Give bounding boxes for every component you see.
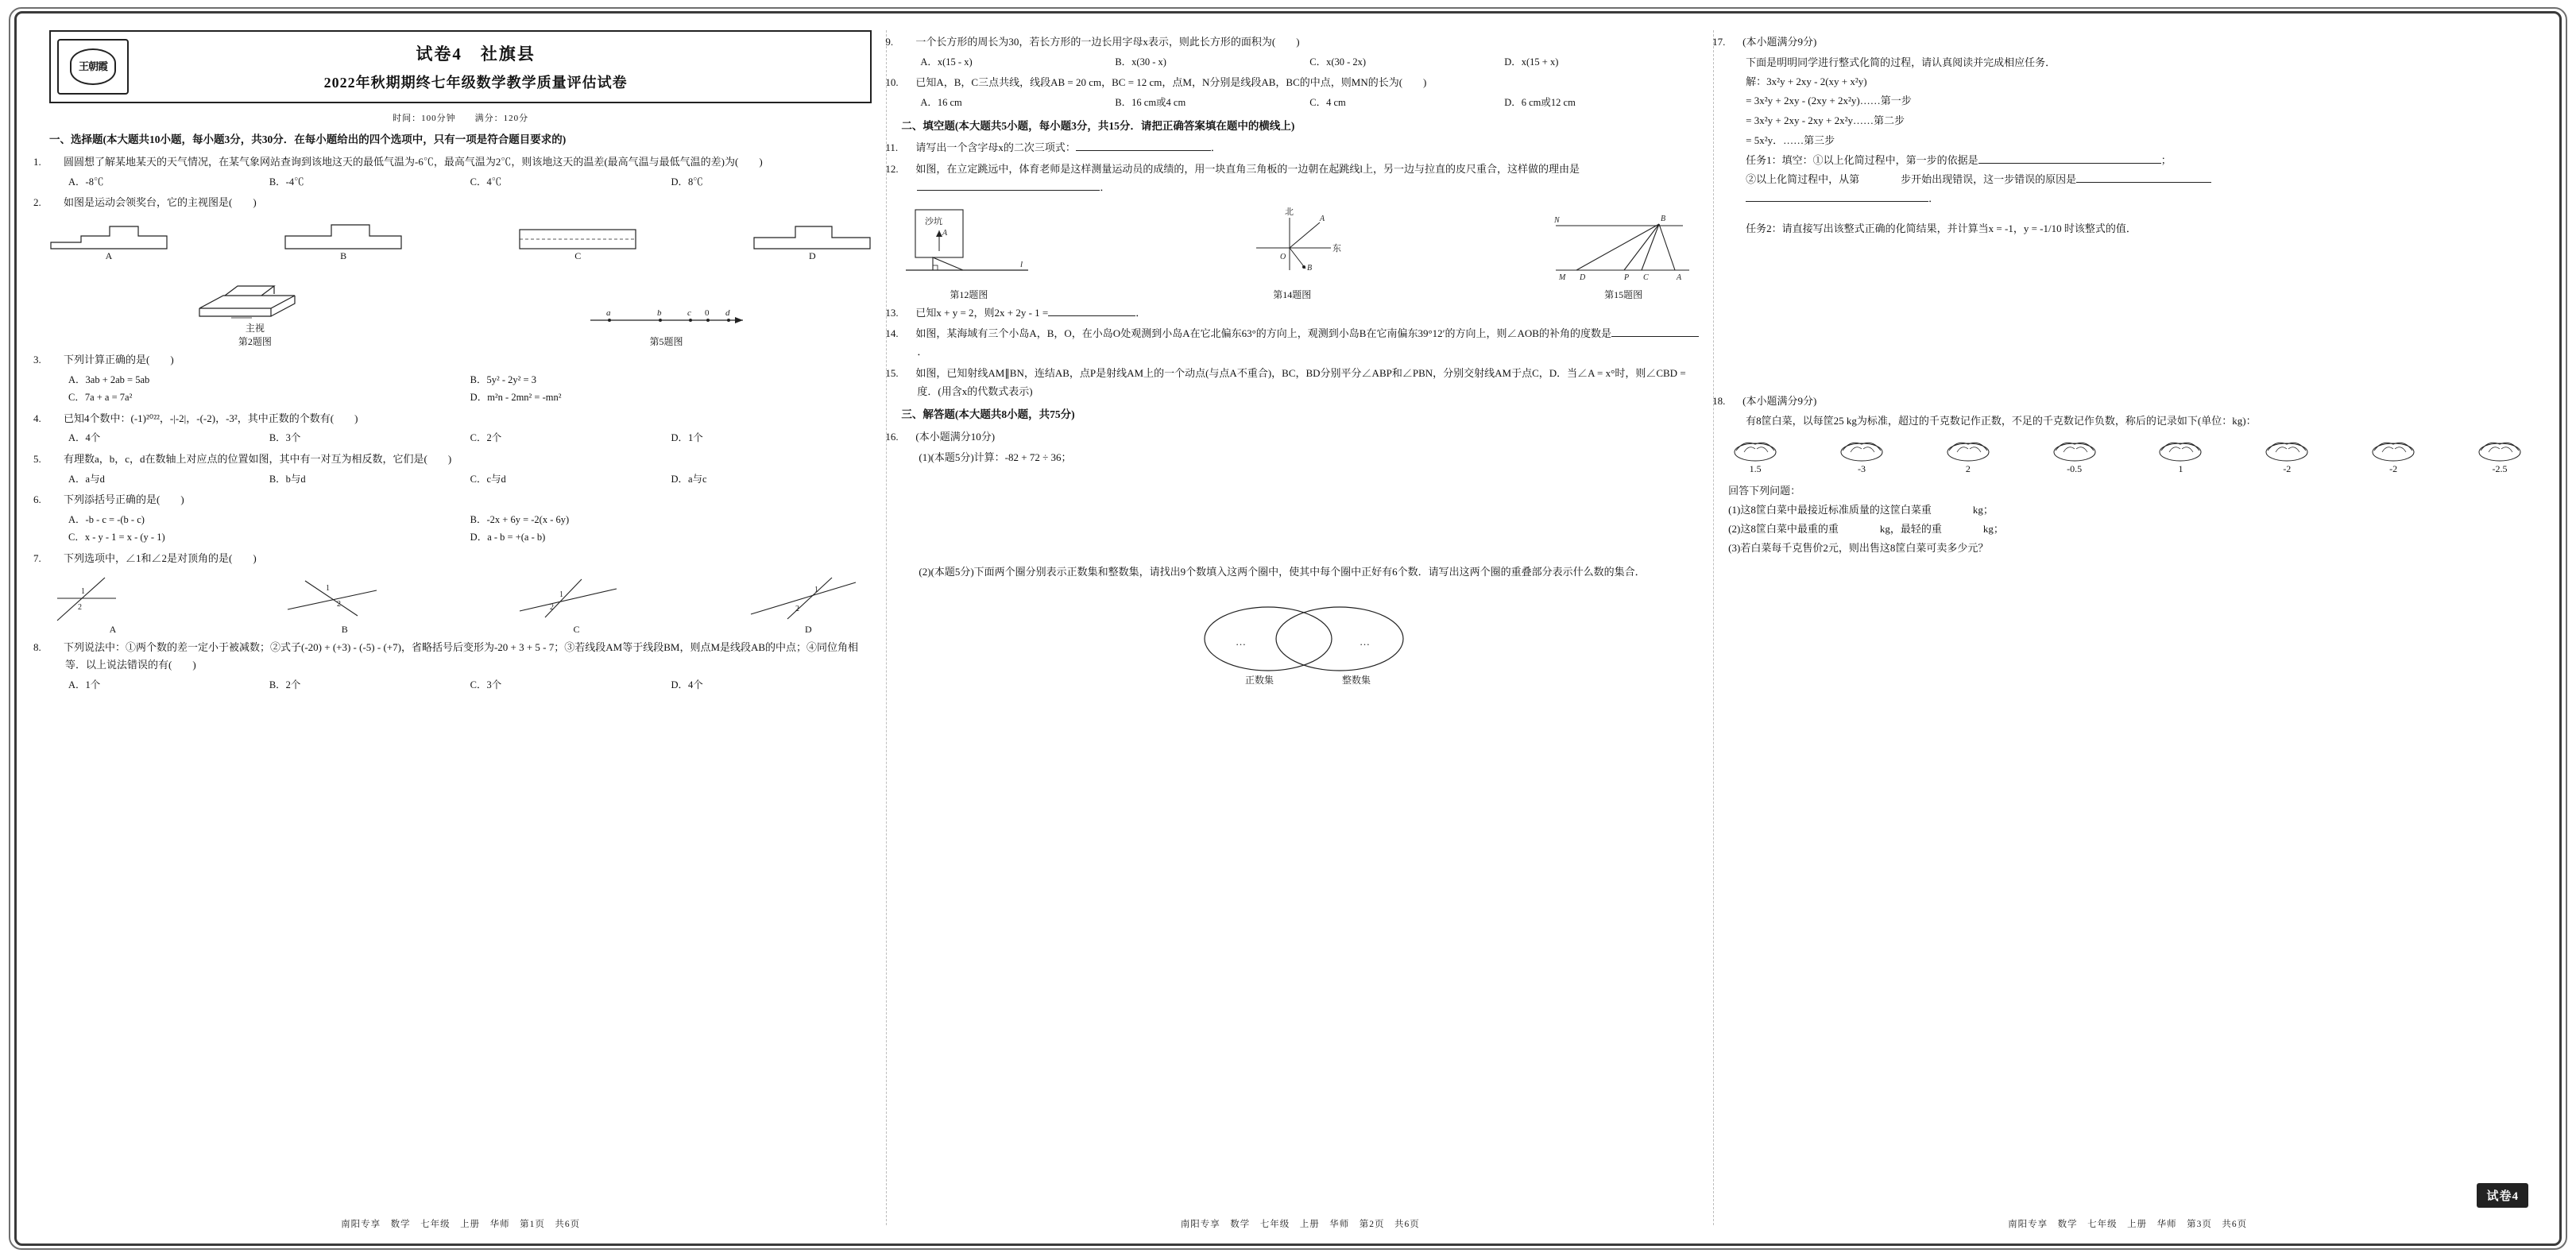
q1-option-d[interactable]: D．8℃: [671, 176, 703, 188]
question-16: [885, 428, 1699, 447]
q13-answer-blank[interactable]: [1048, 306, 1135, 316]
q16-part2: (2)(本题5分)下面两个圈分别表示正数集和整数集，请找出9个数填入这两个圈中，使其中每个圈中正好有6个数．请写出这两个圈的重叠部分表示什么数的集合．: [919, 566, 1646, 578]
q17-task1b-blank[interactable]: [2076, 172, 2211, 183]
q16-venn-figure: [901, 596, 1699, 690]
q7-number: 7.: [33, 551, 41, 564]
cabbage-icon: [1838, 436, 1886, 463]
q10-option-d[interactable]: D．6 cm或12 cm: [1504, 97, 1576, 108]
q9-options: [901, 53, 1699, 72]
column-one: [33, 30, 887, 1229]
q7-angle-a: [49, 574, 176, 624]
q8-text: 下列说法中：①两个数的差一定小于被减数；②式子(-20) + (+3) - (-5) - (+7)，省略括号后变形为-20 + 3 + 5 - 7；③若线段AM等于线段BM，则点M是线段AB的中点；④同位角相等．以上说法错误的有( ): [64, 640, 859, 671]
q15-caption: 第15题图: [1604, 288, 1643, 300]
sheet: [33, 30, 2541, 1229]
svg-text:0: 0: [704, 307, 709, 318]
question-3: [33, 351, 872, 369]
q7-label-b: B: [341, 623, 348, 635]
cabbage-item: [1944, 436, 1992, 475]
q5-options: [49, 470, 872, 489]
q7-angle-b: [281, 574, 408, 624]
svg-text:c: c: [687, 307, 691, 318]
q4-text: 已知4个数中：(-1)²⁰²²，-|-2|，-(-2)，-3²，其中正数的个数有( ): [64, 412, 358, 424]
q18-sub-3: (3)若白菜每千克售价2元，则出售这8筐白菜可卖多少元？: [1728, 541, 1989, 554]
q17-line-4: = 5x²y．……第三步: [1746, 133, 1835, 146]
q1-option-c[interactable]: C．4℃: [470, 176, 502, 188]
question-9: [885, 33, 1699, 52]
q17-task1b-blank-line: ．: [1728, 189, 2527, 208]
q18-answer-lead: 回答下列问题：: [1728, 484, 1801, 497]
svg-text:O: O: [1280, 252, 1286, 261]
paper-tab: 试卷4: [2477, 1183, 2528, 1208]
q6-option-c[interactable]: C．x - y - 1 = x - (y - 1): [68, 532, 165, 543]
svg-text:沙坑: 沙坑: [925, 216, 943, 226]
svg-text:整数集: 整数集: [1342, 675, 1371, 687]
q17-task1-blank[interactable]: [1978, 153, 2161, 164]
q2-text: 如图是运动会领奖台，它的主视图是( ): [64, 196, 257, 209]
svg-text:A: A: [1320, 214, 1325, 223]
q5-text: 有理数a，b，c，d在数轴上对应点的位置如图，其中有一对互为相反数，它们是( ): [64, 452, 452, 465]
q17-workspace[interactable]: [1728, 238, 2527, 389]
q9-option-a[interactable]: A．x(15 - x): [920, 56, 973, 68]
q8-option-d[interactable]: D．4个: [671, 679, 703, 691]
q17-number: 17.: [1712, 36, 1726, 48]
q9-option-d[interactable]: D．x(15 + x): [1504, 56, 1559, 68]
q11-text: 请写出一个含字母x的二次三项式：: [915, 141, 1076, 154]
q6-option-b[interactable]: B．-2x + 6y = -2(x - 6y): [470, 513, 570, 525]
column-three: [1712, 30, 2541, 1229]
q17-task2: 任务2：请直接写出该整式正确的化简结果，并计算当x = -1，y = -1/10 时该整式的值．: [1746, 222, 2137, 234]
q2-figure-c: [518, 219, 637, 262]
svg-text:2: 2: [336, 599, 341, 609]
question-17: [1712, 33, 2527, 52]
section-one-heading: 一、选择题(本大题共10小题，每小题3分，共30分．在每小题给出的四个选项中，只有一项是符合题目要求的): [49, 133, 567, 145]
q11-answer-blank[interactable]: [1076, 141, 1211, 151]
q2-number: 2.: [33, 196, 41, 209]
q1-text: 圆圆想了解某地某天的天气情况，在某气象网站查询到该地这天的最低气温为-6℃，最高气温为2℃，则该地这天的温差(最高气温与最低气温的差)为( ): [64, 155, 763, 168]
q16-number: 16.: [885, 431, 899, 443]
logo-seal: 王朝霞: [70, 48, 116, 85]
q7-option-figures: [49, 574, 872, 636]
cabbage-item: [2156, 436, 2204, 475]
q2-podium-figure: [176, 269, 335, 348]
q13-number: 13.: [885, 306, 899, 319]
q14-number: 14.: [885, 327, 899, 340]
q2-option-figures: [49, 219, 872, 262]
q17-task1b: [1728, 170, 2527, 189]
cabbage-value: -2.5: [2492, 462, 2508, 474]
q4-option-a[interactable]: A．4个: [68, 432, 101, 444]
q2-shape-d: [752, 219, 872, 250]
exam-meta: 时间：100分钟 满分：120分: [393, 114, 529, 123]
svg-text:l: l: [1020, 259, 1023, 269]
q5-option-a[interactable]: A．a与d: [68, 473, 105, 485]
q14-compass-diagram: [1224, 203, 1360, 288]
q5-number: 5.: [33, 452, 41, 465]
question-1: [33, 153, 872, 172]
page-title: 试卷4 社旗县: [416, 44, 536, 64]
q11-number: 11.: [885, 141, 899, 154]
q3-option-a[interactable]: A．3ab + 2ab = 5ab: [68, 373, 150, 385]
svg-text:2: 2: [795, 604, 800, 613]
q2-label-b: B: [340, 249, 347, 261]
q18-title: (本小题满分9分): [1742, 394, 1817, 407]
svg-text:东: 东: [1332, 243, 1342, 253]
cabbage-icon: [1944, 436, 1992, 463]
q17-intro: 下面是明明同学进行整式化简的过程，请认真阅读并完成相应任务．: [1746, 56, 2056, 68]
q18-sub-2: (2)这8筐白菜中最重的重 kg，最轻的重 kg；: [1728, 522, 2004, 535]
exam-header: [49, 30, 872, 103]
cabbage-icon: [2051, 436, 2098, 463]
cabbage-icon: [2369, 436, 2417, 463]
section-three-heading: 三、解答题(本大题共8小题，共75分): [901, 408, 1075, 421]
cabbage-value: 1: [2178, 462, 2183, 474]
svg-text:A: A: [1677, 273, 1682, 282]
q2-podium-label: 主视: [245, 322, 265, 334]
cabbage-value: 1.5: [1749, 462, 1762, 474]
q18-cabbage-figures: [1728, 436, 2527, 475]
svg-text:A: A: [942, 228, 948, 238]
svg-text:a: a: [605, 307, 610, 318]
question-2: [33, 194, 872, 212]
svg-text:B: B: [1307, 263, 1313, 273]
q7-text: 下列选项中，∠1和∠2是对顶角的是( ): [64, 551, 257, 564]
q3-options: [49, 371, 872, 407]
question-14: 14. 如图，某海域有三个小岛A，B，O，在小岛O处观测到小岛A在它北偏东63°的方向上，观测到小岛B在它南偏东39°12′的方向上，则∠AOB的补角的度数是．: [901, 325, 1699, 362]
q3-option-d[interactable]: D．m²n - 2mn² = -mn²: [470, 392, 562, 404]
q17-title: (本小题满分9分): [1742, 36, 1817, 48]
cabbage-item: [1731, 436, 1779, 475]
cabbage-value: -2: [2389, 462, 2398, 474]
question-4: [33, 410, 872, 428]
q5-option-c[interactable]: C．c与d: [470, 473, 506, 485]
footer-page-1: 南阳专享 数学 七年级 上册 华师 第1页 共6页: [341, 1220, 581, 1229]
q12-longjump-diagram: [901, 203, 1036, 288]
question-13: 13. 已知x + y = 2，则2x + 2y - 1 = ．: [901, 304, 1699, 323]
cabbage-value: -0.5: [2067, 462, 2083, 474]
q7-figure-c: [513, 574, 640, 636]
question-11: 11. 请写出一个含字母x的二次三项式： ．: [901, 139, 1699, 157]
q1-number: 1.: [33, 155, 41, 168]
section-two-heading: 二、填空题(本大题共5小题，每小题3分，共15分．请把正确答案填在题中的横线上): [901, 119, 1295, 132]
q6-option-d[interactable]: D．a - b = +(a - b): [470, 532, 546, 543]
q7-label-c: C: [573, 623, 580, 635]
question-8: [33, 639, 872, 675]
q2-shape-a: [49, 219, 168, 250]
q12-figure: [901, 203, 1036, 301]
q2-label-d: D: [808, 249, 816, 261]
page-subtitle: 2022年秋期期终七年级数学教学质量评估试卷: [323, 75, 628, 91]
q12-q14-q15-figures: [901, 203, 1699, 301]
svg-text:1: 1: [81, 586, 85, 596]
q3-option-b[interactable]: B．5y² - 2y² = 3: [470, 373, 536, 385]
svg-text:1: 1: [325, 583, 330, 593]
q5-caption: 第5题图: [649, 335, 683, 347]
svg-text:1: 1: [559, 590, 563, 599]
question-10: [885, 74, 1699, 92]
q18-intro: 有8筐白菜，以每筐25 kg为标准，超过的千克数记作正数，不足的千克数记作负数，称后的记录如下(单位：kg)：: [1746, 415, 2257, 427]
q15-parallel-diagram: [1548, 203, 1699, 288]
q2-figure-b: [284, 219, 403, 262]
q4-number: 4.: [33, 412, 41, 424]
q7-figure-b: [281, 574, 408, 636]
q2-label-c: C: [574, 249, 582, 261]
cabbage-item: [1838, 436, 1886, 475]
q2-podium: [176, 269, 335, 321]
three-column-layout: [33, 30, 2541, 1229]
q17-task1: 任务1：填空：①以上化简过程中，第一步的依据是 ；: [1746, 153, 2172, 166]
q6-options: [49, 511, 872, 547]
q1-options: [49, 173, 872, 191]
footer-page-2: 南阳专享 数学 七年级 上册 华师 第2页 共6页: [1180, 1220, 1420, 1229]
cabbage-item: [2476, 436, 2524, 475]
q6-number: 6.: [33, 493, 41, 506]
q2-figure-a: [49, 219, 168, 262]
q10-options: [901, 94, 1699, 112]
cabbage-item: [2263, 436, 2311, 475]
q17-task1-text: 任务1：填空：①以上化简过程中，第一步的依据是: [1746, 153, 1978, 166]
q14-figure: [1224, 203, 1360, 301]
q12-number: 12.: [885, 163, 899, 176]
q4-options: [49, 429, 872, 447]
svg-text:…: …: [1360, 636, 1371, 648]
svg-text:北: 北: [1285, 207, 1294, 217]
svg-text:d: d: [725, 307, 729, 318]
publisher-logo: [57, 39, 129, 95]
q2-q5-figures: [49, 269, 872, 348]
q5-option-b[interactable]: B．b与d: [269, 473, 306, 485]
question-12: 12. 如图，在立定跳远中，体育老师是这样测量运动员的成绩的，用一块直角三角板的一边朝在起跳线l上，另一边与拉直的皮尺重合，这样做的理由是．: [901, 161, 1699, 197]
q7-angle-c: [513, 574, 640, 624]
q10-option-b[interactable]: B．16 cm或4 cm: [1115, 97, 1186, 108]
cabbage-item: [2369, 436, 2417, 475]
q5-number-line-figure: [587, 303, 746, 348]
q7-label-d: D: [805, 623, 812, 635]
q16-part1-workspace[interactable]: [901, 467, 1699, 563]
question-15: [885, 365, 1699, 401]
q4-option-d[interactable]: D．1个: [671, 432, 703, 444]
q16-venn-diagram: [1169, 596, 1431, 690]
q8-number: 8.: [33, 640, 41, 653]
cabbage-icon: [2476, 436, 2524, 463]
q5-number-line: [587, 303, 746, 335]
q18-workspace[interactable]: [1728, 558, 2527, 764]
q9-number: 9.: [885, 36, 894, 48]
svg-text:B: B: [1661, 214, 1666, 223]
svg-text:N: N: [1554, 215, 1560, 225]
q8-option-b[interactable]: B．2个: [269, 679, 301, 691]
q2-caption: 第2题图: [238, 335, 272, 347]
q14-text: 如图，某海域有三个小岛A，B，O，在小岛O处观测到小岛A在它北偏东63°的方向上，观测到小岛B在它南偏东39°12′的方向上，则∠AOB的补角的度数是: [915, 327, 1611, 340]
q10-option-a[interactable]: A．16 cm: [920, 97, 962, 108]
q2-shape-c: [518, 219, 637, 250]
cabbage-icon: [1731, 436, 1779, 463]
q18-number: 18.: [1712, 394, 1726, 407]
svg-text:b: b: [656, 307, 661, 318]
q8-option-a[interactable]: A．1个: [68, 679, 101, 691]
q12-caption: 第12题图: [950, 288, 988, 300]
q14-answer-blank[interactable]: [1611, 327, 1699, 337]
q15-figure: [1548, 203, 1699, 301]
q7-angle-d: [745, 574, 872, 624]
q7-figure-a: [49, 574, 176, 636]
q10-text: 已知A，B，C三点共线，线段AB = 20 cm，BC = 12 cm，点M，N分别是线段AB，BC的中点，则MN的长为( ): [915, 76, 1427, 89]
svg-text:C: C: [1643, 273, 1649, 282]
q2-shape-b: [284, 219, 403, 250]
q7-label-a: A: [109, 623, 117, 635]
q17-task1b-blank-2[interactable]: [1746, 191, 1928, 202]
q1-option-b[interactable]: B．-4℃: [269, 176, 304, 188]
svg-text:D: D: [1580, 273, 1586, 282]
q3-option-c[interactable]: C．7a + a = 7a²: [68, 392, 133, 404]
q17-task1b-text: ②以上化简过程中，从第 步开始出现错误，这一步错误的原因是: [1746, 172, 2077, 185]
q16-part1: (1)(本题5分)计算：-82 + 72 ÷ 36；: [919, 451, 1072, 464]
question-7: [33, 550, 872, 568]
svg-text:P: P: [1624, 273, 1630, 282]
q6-option-a[interactable]: A．-b - c = -(b - c): [68, 513, 145, 525]
q8-option-c[interactable]: C．3个: [470, 679, 502, 691]
q9-text: 一个长方形的周长为30，若长方形的一边长用字母x表示，则此长方形的面积为( ): [915, 36, 1300, 48]
column-two: [885, 30, 1714, 1229]
q4-option-b[interactable]: B．3个: [269, 432, 301, 444]
cabbage-item: [2051, 436, 2098, 475]
q15-number: 15.: [885, 366, 899, 379]
svg-text:1: 1: [814, 585, 819, 594]
q17-line-1: 解：3x²y + 2xy - 2(xy + x²y): [1746, 75, 1867, 87]
q3-number: 3.: [33, 353, 41, 365]
q1-option-a[interactable]: A．-8℃: [68, 176, 104, 188]
q9-option-c[interactable]: C．x(30 - 2x): [1309, 56, 1367, 68]
q3-text: 下列计算正确的是( ): [64, 353, 174, 365]
q7-figure-d: [745, 574, 872, 636]
q12-answer-blank[interactable]: [917, 180, 1100, 191]
q5-option-d[interactable]: D．a与c: [671, 473, 707, 485]
q13-text: 已知x + y = 2，则2x + 2y - 1 =: [915, 306, 1049, 319]
cabbage-value: -2: [2283, 462, 2292, 474]
question-5: [33, 451, 872, 469]
svg-text:M: M: [1559, 273, 1566, 282]
q14-caption: 第14题图: [1273, 288, 1312, 300]
q17-line-3: = 3x²y + 2xy - 2xy + 2x²y……第二步: [1746, 114, 1905, 127]
q18-sub-1: (1)这8筐白菜中最接近标准质量的这筐白菜重 kg；: [1728, 503, 1994, 516]
q17-line-2: = 3x²y + 2xy - (2xy + 2x²y)……第一步: [1746, 95, 1912, 107]
q9-option-b[interactable]: B．x(30 - x): [1115, 56, 1166, 68]
q6-text: 下列添括号正确的是( ): [64, 493, 184, 506]
question-18: [1712, 393, 2527, 411]
cabbage-icon: [2263, 436, 2311, 463]
question-6: [33, 491, 872, 509]
cabbage-icon: [2156, 436, 2204, 463]
svg-text:2: 2: [78, 602, 82, 612]
cabbage-value: -3: [1858, 462, 1866, 474]
q10-option-c[interactable]: C．4 cm: [1309, 97, 1346, 108]
q8-options: [49, 676, 872, 694]
footer-page-3: 南阳专享 数学 七年级 上册 华师 第3页 共6页: [2008, 1220, 2248, 1229]
q2-label-a: A: [105, 249, 113, 261]
q16-title: (本小题满分10分): [915, 431, 996, 443]
q10-number: 10.: [885, 76, 899, 89]
q4-option-c[interactable]: C．2个: [470, 432, 502, 444]
svg-text:2: 2: [549, 602, 554, 612]
svg-text:…: …: [1236, 636, 1247, 648]
q15-text: 如图，已知射线AM∥BN，连结AB，点P是射线AM上的一个动点(与点A不重合)，BC，BD分别平分∠ABP和∠PBN，分别交射线AM于点C，D．当∠A = x°时，则∠CBD = 度．(用含x的代数式表示): [915, 366, 1686, 397]
svg-text:正数集: 正数集: [1245, 675, 1274, 687]
q12-text: 如图，在立定跳远中，体育老师是这样测量运动员的成绩的，用一块直角三角板的一边朝在起跳线l上，另一边与拉直的皮尺重合，这样做的理由是: [915, 163, 1580, 176]
header-titles: [129, 41, 870, 92]
q2-figure-d: [752, 219, 872, 262]
cabbage-value: 2: [1965, 462, 1971, 474]
